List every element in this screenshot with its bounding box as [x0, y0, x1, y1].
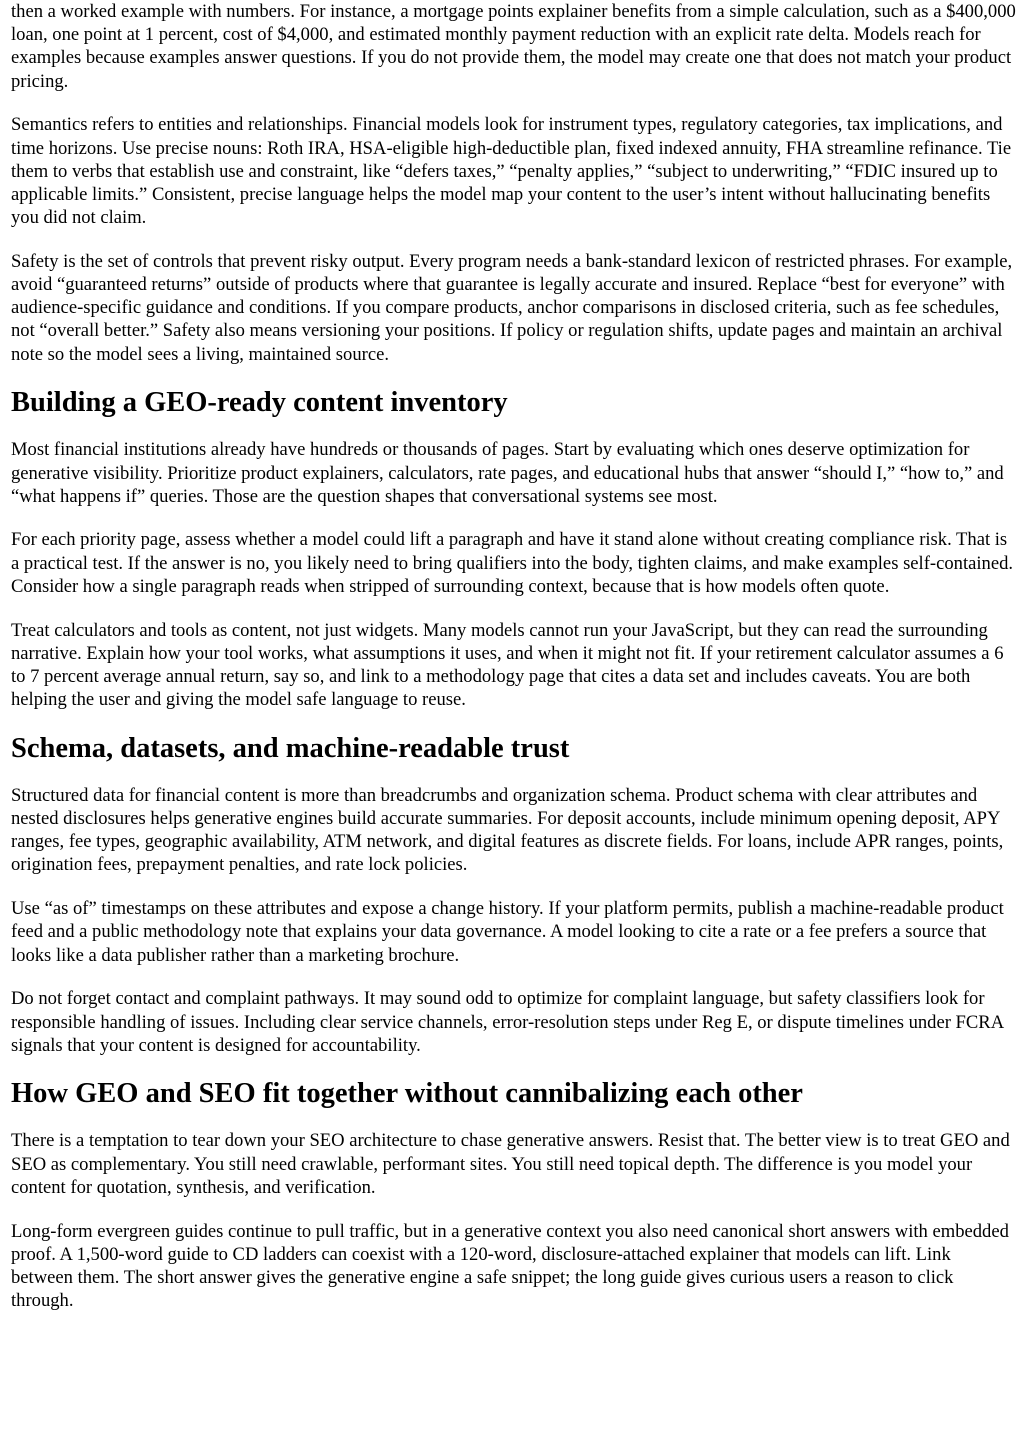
- paragraph: Treat calculators and tools as content, not just widgets. Many models cannot run your JavaScript, but they can read the surrounding narrative. Explain how your tool works, what assumptions it uses, and when it might not fit. If your retirement calculator assumes a 6 to 7 percent average annual return, say so, and link to a methodology page that cites a data set and includes caveats. You are both helping the user and giving the model safe language to reuse.: [11, 619, 1004, 711]
- paragraph: Structured data for financial content is more than breadcrumbs and organization schema. Product schema with clear attributes and nested disclosures helps generative engines build accurate summaries. For deposit accounts, include minimum opening deposit, APY ranges, fee types, geographic availability, ATM network, and digital features as discrete fields. For loans, include APR ranges, points, origination fees, prepayment penalties, and rate lock policies.: [11, 784, 1004, 876]
- paragraph: There is a temptation to tear down your SEO architecture to chase generative answers. Resist that. The better view is to treat GEO and SEO as complementary. You still need crawlable, performant sites. You still need topical depth. The difference is you model your content for quotation, synthesis, and verification.: [11, 1130, 1010, 1198]
- section-heading: Building a GEO-ready content inventory: [11, 387, 508, 419]
- paragraph: then a worked example with numbers. For instance, a mortgage points explainer benefits from a simple calculation, such as a $400,000 loan, one point at 1 percent, cost of $4,000, and estimated monthly payment reduction with an explicit rate delta. Models reach for examples because examples answer questions. If you do not provide them, the model may create one that does not match your product pricing.: [11, 1, 1016, 92]
- article-body: [11, 0, 1017, 1333]
- section-heading: How GEO and SEO fit together without cannibalizing each other: [11, 1078, 803, 1110]
- paragraph: For each priority page, assess whether a model could lift a paragraph and have it stand alone without creating compliance risk. That is a practical test. If the answer is no, you likely need to bring qualifiers into the body, tighten claims, and make examples self-contained. Consider how a single paragraph reads when stripped of surrounding context, because that is how models often quote.: [11, 529, 1014, 597]
- paragraph: Safety is the set of controls that prevent risky output. Every program needs a bank-standard lexicon of restricted phrases. For example, avoid “guaranteed returns” outside of products where that guarantee is legally accurate and insured. Replace “best for everyone” with audience-specific guidance and conditions. If you compare products, anchor comparisons in disclosed criteria, such as fee schedules, not “overall better.” Safety also means versioning your positions. If policy or regulation shifts, update pages and maintain an archival note so the model sees a living, maintained source.: [11, 250, 1013, 365]
- paragraph: Do not forget contact and complaint pathways. It may sound odd to optimize for complaint language, but safety classifiers look for responsible handling of issues. Including clear service channels, error-resolution steps under Reg E, or dispute timelines under FCRA signals that your content is designed for accountability.: [11, 988, 1004, 1056]
- paragraph: Most financial institutions already have hundreds or thousands of pages. Start by evaluating which ones deserve optimization for generative visibility. Prioritize product explainers, calculators, rate pages, and educational hubs that answer “should I,” “how to,” and “what happens if” queries. Those are the question shapes that conversational systems see most.: [11, 439, 1004, 507]
- section-heading: Schema, datasets, and machine-readable trust: [11, 732, 570, 764]
- paragraph: Use “as of” timestamps on these attributes and expose a change history. If your platform permits, publish a machine-readable product feed and a public methodology note that explains your data governance. A model looking to cite a rate or a fee prefers a source that looks like a data publisher rather than a marketing brochure.: [11, 898, 1004, 966]
- paragraph: Long-form evergreen guides continue to pull traffic, but in a generative context you also need canonical short answers with embedded proof. A 1,500-word guide to CD ladders can coexist with a 120-word, disclosure-attached explainer that models can lift. Link between them. The short answer gives the generative engine a safe snippet; the long guide gives curious users a reason to click through.: [11, 1220, 1009, 1312]
- paragraph: Semantics refers to entities and relationships. Financial models look for instrument types, regulatory categories, tax implications, and time horizons. Use precise nouns: Roth IRA, HSA-eligible high-deductible plan, fixed indexed annuity, FHA streamline refinance. Tie them to verbs that establish use and constraint, like “defers taxes,” “penalty applies,” “subject to underwriting,” “FDIC insured up to applicable limits.” Consistent, precise language helps the model map your content to the user’s intent without hallucinating benefits you did not claim.: [11, 114, 1012, 229]
